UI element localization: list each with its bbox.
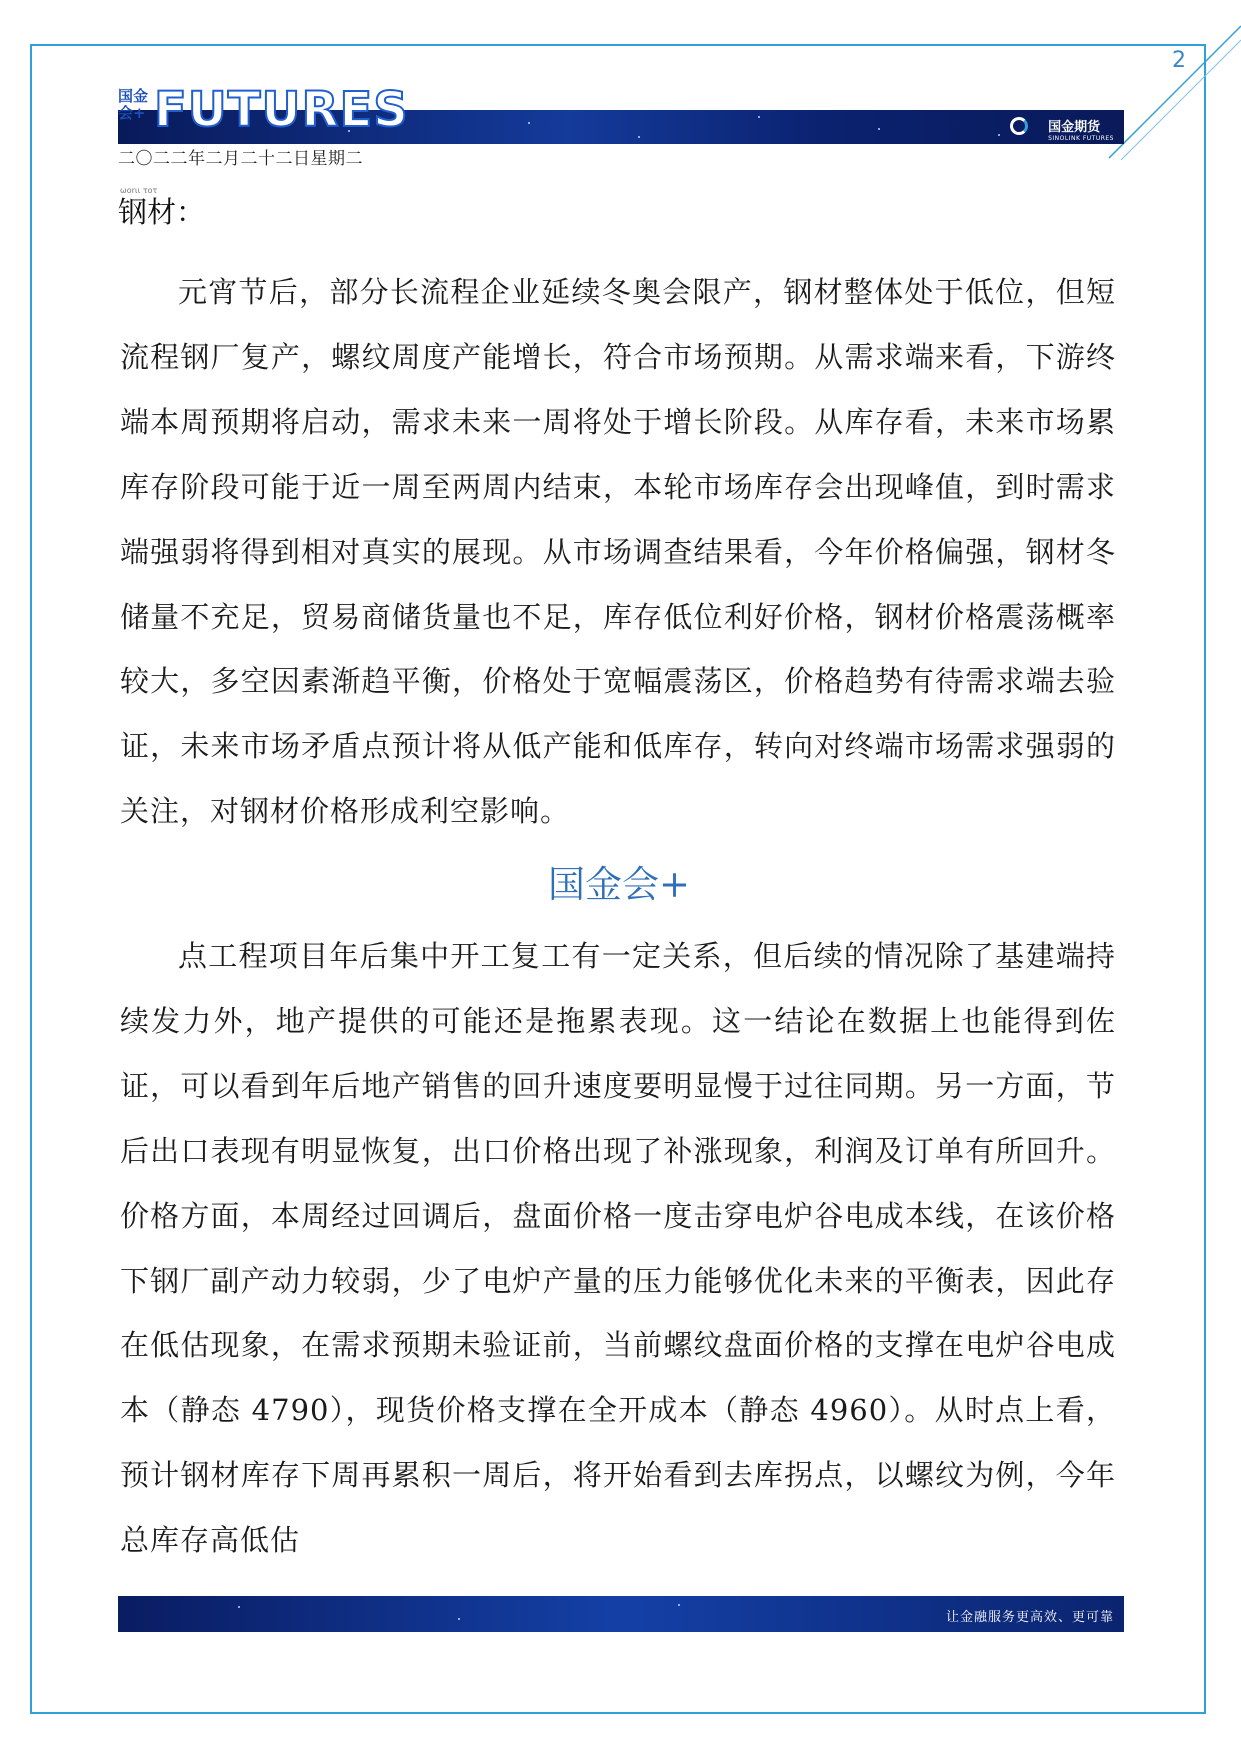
- paragraph-demand-price: 点工程项目年后集中开工复工有一定关系，但后续的情况除了基建端持续发力外，地产提供的可能还是拖累表现。这一结论在数据上也能得到佐证，可以看到年后地产销售的回升速度要明显慢于过往同期。另一方面，节后出口表现有明显恢复，出口价格出现了补涨现象，利润及订单有所回升。价格方面，本周经过回调后，盘面价格一度击穿电炉谷电成本线，在该价格下钢厂副产动力较弱，少了电炉产量的压力能够优化未来的平衡表，因此存在低估现象，在需求预期未验证前，当前螺纹盘面价格的支撑在电炉谷电成本（静态 4790），现货价格支撑在全开成本（静态 4960）。从时点上看，预计钢材库存下周再累积一周后，将开始看到去库拐点，以螺纹为例，今年总库存高低估: [120, 939, 1116, 1558]
- brand-logo-icon: [1010, 117, 1028, 135]
- brand-name: 国金期货 SINOLINK FUTURES: [1048, 120, 1114, 142]
- page-number: 2: [1172, 48, 1186, 73]
- footer-banner: [118, 1596, 1124, 1632]
- logo-chinese: 国金会+: [118, 87, 149, 122]
- watermark: 国金会+: [548, 863, 691, 906]
- footer-slogan: 让金融服务更高效、更可靠: [945, 1610, 1114, 1625]
- tiny-text: ωοrιι τοτ: [120, 186, 158, 195]
- logo-futures: FUTURES: [154, 82, 409, 138]
- paragraph-steel-outlook: 元宵节后，部分长流程企业延续冬奥会限产，钢材整体处于低位，但短流程钢厂复产，螺纹周度产能增长，符合市场预期。从需求端来看，下游终端本周预期将启动，需求未来一周将处于增长阶段。从库存看，未来市场累库存阶段可能于近一周至两周内结束，本轮市场库存会出现峰值，到时需求端强弱将得到相对真实的展现。从市场调查结果看，今年价格偏强，钢材冬储量不充足，贸易商储货量也不足，库存低位利好价格，钢材价格震荡概率较大，多空因素渐趋平衡，价格处于宽幅震荡区，价格趋势有待需求端去验证，未来市场矛盾点预计将从低产能和低库存，转向对终端市场需求强弱的关注，对钢材价格形成利空影响。: [120, 275, 1116, 829]
- section-heading: 钢材：: [118, 195, 206, 229]
- report-date: 二〇二二年二月二十二日星期二: [118, 149, 363, 169]
